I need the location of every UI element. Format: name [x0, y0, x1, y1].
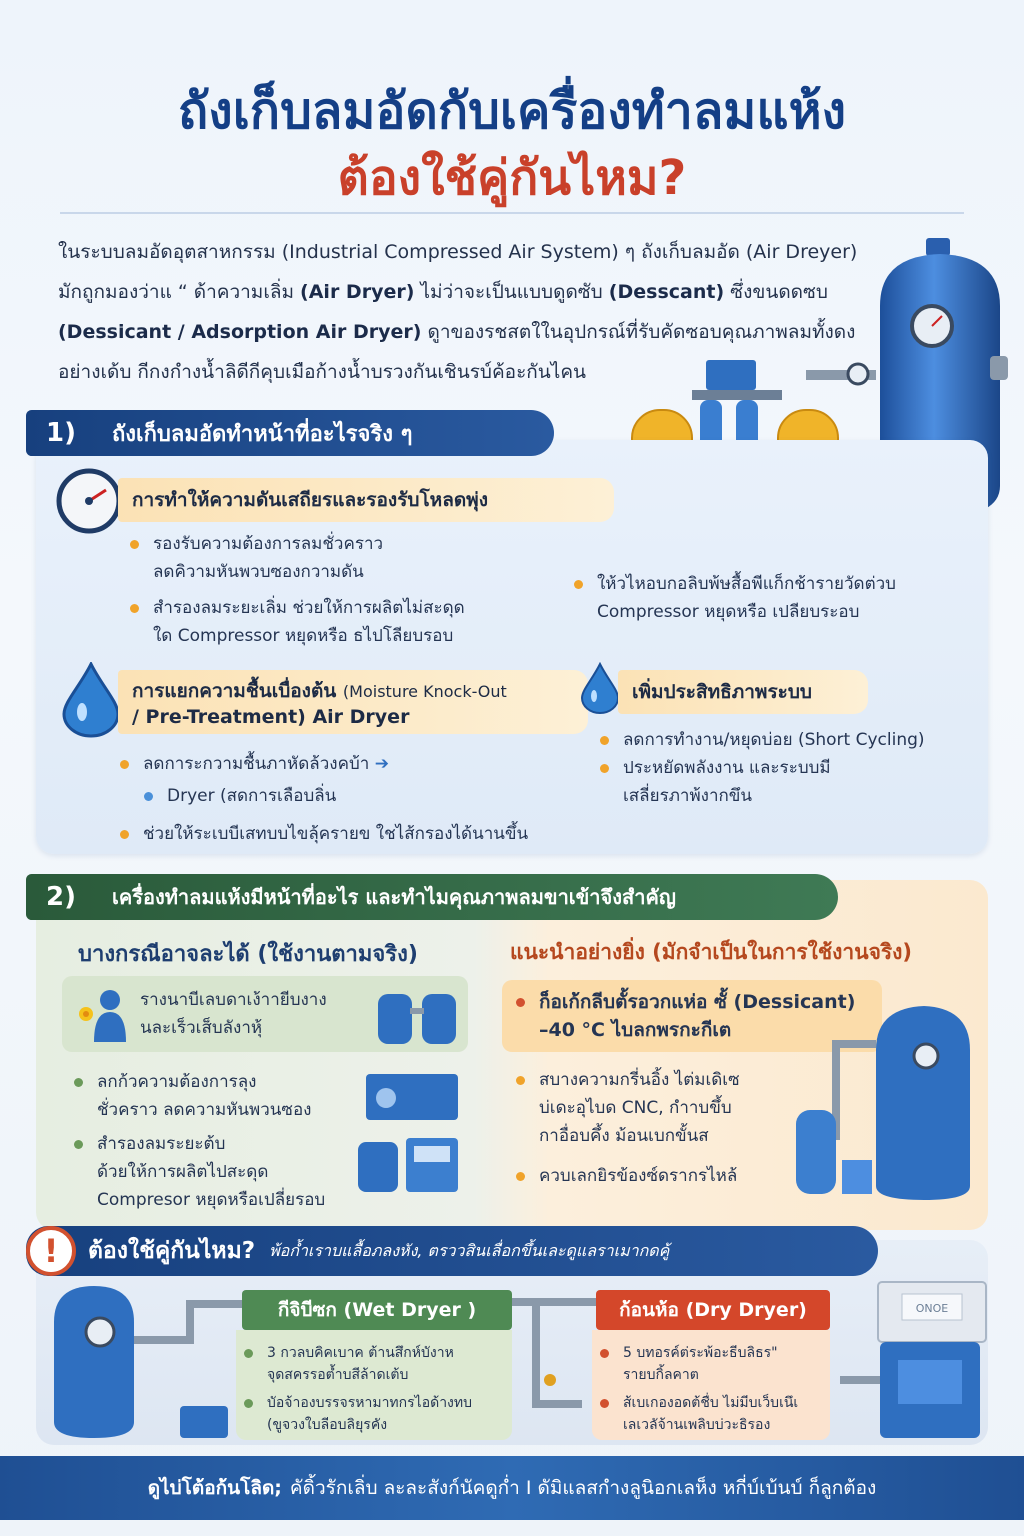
- bullet-text: Compressor หยุดหรือ เปลียบระอบ: [597, 602, 860, 622]
- bullet-text: รายบกิ้ลคาต: [623, 1367, 699, 1383]
- footer-bar: [0, 1456, 1024, 1520]
- bullet-text: 5 บทอรค์ต่ระพ้อะธีบลิธร": [623, 1345, 778, 1361]
- bullet-text: รองรับความต้องการลมชั่วคราว: [153, 534, 384, 554]
- tank-dryer-system-illustration: [776, 990, 976, 1204]
- footer-label: ดูไบ่โต้อก้นโลิด;: [147, 1477, 282, 1499]
- bullet-text: ใด Compressor หยุดหรือ ธไปโลียบรอบ: [153, 626, 454, 646]
- bullet-dot: [130, 604, 139, 613]
- highlight-line: –40 °C ไบลกพรกะกีเต: [539, 1019, 732, 1041]
- sub2-title-main: การแยกความชื้นเบื่องต้น: [132, 680, 343, 702]
- header-divider: [60, 212, 964, 214]
- sub2-title: [118, 670, 588, 734]
- bullet-text: เลเวลัจ้านเพลิบบ่วะธิรอง: [623, 1417, 771, 1433]
- bullet-text: บัอจ้าองบรรจรหามาทกรไอด้างทบ: [267, 1395, 473, 1411]
- bullet-dot: [574, 580, 583, 589]
- section-3-subtitle: พ้อก้ำเราบแลื้อภลงหัง, ตรววสินเลื่อกขึ้นเละดูแลราเมากดคู้: [269, 1240, 670, 1260]
- small-tanks-icon: [374, 988, 464, 1048]
- dryer-panel-text: ONOE: [915, 1302, 949, 1315]
- sub1-bullet-1: [130, 530, 570, 586]
- intro-text: ซึ่งขนดดซบ: [724, 281, 828, 303]
- footer-text: คัดิ้วรักเลิ่บ ละละสังก์นัคดูก่ำ I ดัมิแลสกำงลูนิอกเลห็ง หกี่บ์เบ้นบ์ ก็ลูกต้อง: [289, 1477, 877, 1499]
- section-2-number: 2): [46, 882, 76, 912]
- bullet-dot: [600, 736, 609, 745]
- bullet-dot: [516, 1076, 525, 1085]
- bullet-text: เสลี่ยรภาพ้งากขึน: [623, 786, 753, 806]
- section-3-header: [26, 1226, 878, 1276]
- bullet-dot: [600, 1399, 609, 1408]
- bullet-text: ประหยัดพลังงาน และระบบมี: [623, 758, 831, 778]
- bullet-text: ส้เบเกองอดต้ชื่บ ไม่มีบเว็บเนึเ: [623, 1395, 799, 1411]
- intro-line-4: อย่างเด้บ กีกงกำงน้ำลิดีกีคุบเมือก้างน้ำบรวงกันเชินรบ์ค้อะกันไคน: [58, 361, 587, 383]
- warning-icon: !: [26, 1226, 76, 1276]
- section-2-right-title: แนะนำอย่างยิ่ง (มักจำเป็นในการใช้งานจริง): [510, 940, 913, 964]
- dry-dryer-bullets: [600, 1342, 828, 1436]
- section-2-left-title: บางกรณีอาจละได้ (ใช้งานตามจริง): [78, 942, 418, 967]
- sub3-bullets: [600, 726, 980, 810]
- sub1-bullet-2: [130, 594, 570, 650]
- highlight-line: นละเร็วเส็บลังาหุ้: [140, 1018, 263, 1038]
- bullet-text: ช่วยให้ระเบบีเสทบบไขลุ้ครายข ใชไส้กรองได้นานขึ้น: [143, 824, 529, 844]
- highlight-line: รางนาบีเลบดาเง้าายีบงาง: [140, 990, 327, 1010]
- bullet-text: ลกก้วความต้องการลุง: [97, 1072, 257, 1092]
- left-bullet-2: [74, 1130, 374, 1214]
- intro-text: ดูาของรชสตใในอุปกรณ์ที่รับคัดซอบคุณภาพลมทั้งดง: [421, 321, 856, 343]
- sub1-title: การทำให้ความดันเสถียรและรองรับโหลดพุ่ง: [118, 478, 614, 522]
- intro-term-air-dryer: (Air Dryer): [300, 281, 415, 303]
- intro-text: มักถูกมองว่าแ “ ด้าความเลิ่ม: [58, 281, 301, 303]
- bullet-text: บ่เดะอุไบด CNC, กำาบขึ้บ: [539, 1098, 732, 1118]
- bullet-text: ควบเลกยิรข้องซ์ดรากรไหล้: [539, 1166, 738, 1186]
- bullet-dot: [244, 1349, 253, 1358]
- intro-term-adsorption: (Dessicant / Adsorption Air Dryer): [58, 321, 422, 343]
- wet-dryer-label: กีจิบีซก (Wet Dryer ): [242, 1290, 512, 1330]
- bullet-dot: [130, 540, 139, 549]
- right-bullet-2: [516, 1162, 786, 1190]
- bullet-text: สำรองลมระยะเลิ่ม ช่วยให้การผลิตไม่สะดุด: [153, 598, 465, 618]
- pressure-gauge-icon: [56, 468, 122, 534]
- intro-line-2: [58, 272, 878, 312]
- water-drop-icon: [62, 662, 120, 738]
- section-1-number: 1): [46, 418, 76, 448]
- bullet-text: สบางความกรี่นอิ้ง ไต่มเดิเซ: [539, 1070, 740, 1090]
- bullet-dot: [120, 830, 129, 839]
- highlight-line: ก็อเก้กลีบตั้รอวกแห่อ ซั้ (Dessicant): [539, 991, 856, 1013]
- water-drop-icon: [580, 662, 620, 714]
- intro-line-1: ในระบบลมอัดอุตสาหกรรม (Industrial Compressed Air System) ๆ ถังเก็บลมอัด (Air Dreyer): [58, 241, 858, 263]
- arrow-right-icon: ➔: [374, 754, 389, 774]
- bullet-dot: [516, 1172, 525, 1181]
- sub2-title-paren: (Moisture Knock-Out: [342, 682, 507, 701]
- bullet-text: (ขูจวงใบลีอบลิยุรคัง: [267, 1417, 388, 1433]
- receiver-tank-piping-illustration: [44, 1282, 244, 1442]
- section-2-header: [26, 874, 838, 920]
- right-bullet-1: [516, 1066, 786, 1150]
- section-1-title: ถังเก็บลมอัดทำหน้าที่อะไรจริง ๆ: [111, 421, 413, 447]
- bullet-dot: [244, 1399, 253, 1408]
- bullet-dot: [74, 1078, 83, 1087]
- bullet-text: ด้วยให้การผลิตไปสะดุด: [97, 1162, 269, 1182]
- bullet-dot: [144, 792, 153, 801]
- bullet-text: กาอื่อบคึ้ง ม้อนเบกขั้นส: [539, 1126, 709, 1146]
- bullet-dot: [600, 1349, 609, 1358]
- section-1-header: [26, 410, 554, 456]
- bullet-text: สำรองลมระยะต้บ: [97, 1134, 226, 1154]
- sub3-title: เพิ่มประสิทธิภาพระบบ: [618, 670, 868, 714]
- intro-line-3: [58, 312, 878, 352]
- bullet-dot: [120, 760, 129, 769]
- person-flower-icon: [70, 984, 130, 1044]
- page-title: ถังเก็บลมอัดกับเครื่องทำลมแห้ง: [178, 82, 846, 140]
- sub2-bullets: [120, 750, 560, 848]
- page-subtitle: ต้องใช้คู่กันไหม?: [337, 150, 687, 206]
- bullet-text: ให้วไหอบกอลิบพ้ษสื้อพีแก็กช้ารายวัดต่วบ: [597, 574, 896, 594]
- bullet-dot: [516, 998, 525, 1007]
- connecting-pipe-illustration: [512, 1290, 596, 1440]
- sub1-right-bullet: [574, 570, 974, 626]
- left-highlight-text: [140, 986, 380, 1042]
- intro-term-desiccant: (Desscant): [608, 281, 725, 303]
- section-3-title: ต้องใช้คู่กันไหม?: [88, 1238, 256, 1264]
- bullet-dot: [74, 1140, 83, 1149]
- bullet-text: จุดสครรอต้ำบสีล้าดเต้บ: [267, 1367, 409, 1383]
- bullet-text: ลดคิวามหันพวบซองกวามดัน: [153, 562, 364, 582]
- intro-text: ไม่ว่าจะเป็นแบบดูดซับ: [414, 281, 609, 303]
- bullet-dot: [600, 764, 609, 773]
- compressor-machines-icon: [356, 1068, 466, 1198]
- left-bullet-1: [74, 1068, 374, 1124]
- bullet-text: ลดการะกวามชื้นภาหัดล้วงคบ้า: [143, 754, 370, 774]
- bullet-text: Compresor หยุดหรือเปลี่ยรอบ: [97, 1190, 326, 1210]
- wet-dryer-bullets: [244, 1342, 512, 1436]
- bullet-text: Dryer (สดการเลือบลิ่น: [167, 786, 337, 806]
- dry-dryer-label: ก้อนห้อ (Dry Dryer): [596, 1290, 830, 1330]
- section-2-title: เครื่องทำลมแห้งมีหน้าที่อะไร และทำไมคุณภาพลมขาเข้าจึงสำคัญ: [111, 885, 676, 909]
- bullet-text: ลดการทำงาน/หยุดบ่อย (Short Cycling): [623, 730, 925, 750]
- sub2-title-line-2: / Pre-Treatment) Air Dryer: [132, 706, 410, 728]
- bullet-text: 3 กวลบคิคเบาค ต้านสึกห์บังาห: [267, 1345, 454, 1361]
- desiccant-dryer-unit-illustration: [840, 1280, 990, 1446]
- bullet-text: ชั่วคราว ลดความหันพวนซอง: [97, 1100, 312, 1120]
